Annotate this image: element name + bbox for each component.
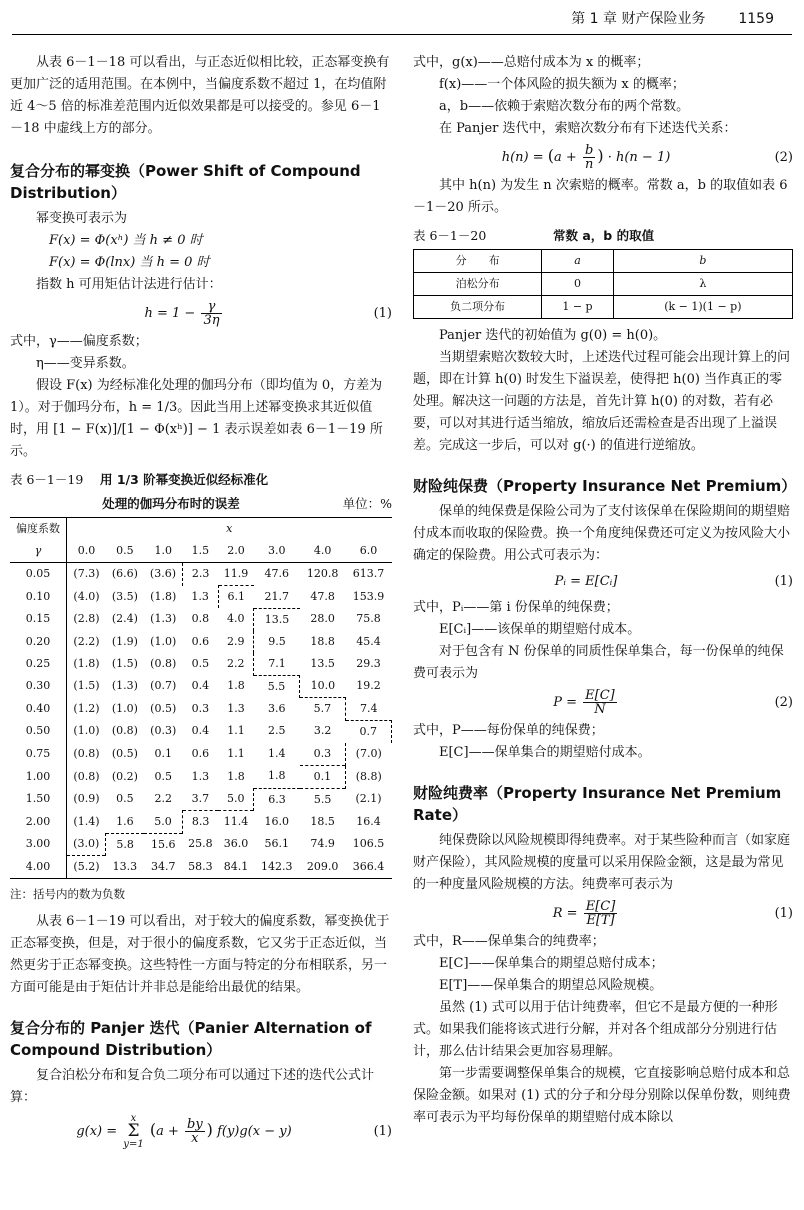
table-cell: 142.3 — [254, 856, 300, 879]
table-row — [10, 698, 392, 721]
formula-line: F(x) = Φ(lnx) 当 h = 0 时 — [49, 255, 210, 270]
paragraph: 假设 F(x) 为经标准化处理的伽玛分布（即均值为 0，方差为 1）。对于伽玛分布，h = 1/3。因此当用上述幂变换求其近似值时，用 [1 − F(x)]/[1 − Φ(xʰ)] − 1 表示误差如表 6－1－19 所示。 — [10, 378, 383, 459]
table-row — [414, 273, 793, 296]
paragraph: 当期望索赔次数较大时，上述迭代过程可能会出现计算上的问题，即在计算 h(0) 时发生下溢误差，使得把 h(0) 当作真正的零处理。解决这一问题的方法是，首先计算 h(0) 的对数，若有必要，可以对其进行适当缩放，缩放后还需检查是否出现了上溢误差。完成这一步后，可以对 g(·) 的值进行逆缩放。 — [413, 350, 791, 453]
table-cell: 47.6 — [264, 567, 290, 581]
denominator: E[T] — [586, 913, 615, 928]
table-cell: 47.8 — [310, 589, 335, 603]
summation — [123, 1113, 143, 1150]
row-header: 3.00 — [10, 833, 67, 856]
table-cell: 1.4 — [268, 746, 286, 760]
table-cell: (7.0) — [355, 746, 382, 760]
table-cell: (1.3) — [150, 612, 177, 626]
table-cell: 613.7 — [352, 567, 385, 581]
paragraph: 第一步需要调整保单集合的规模，它直接影响总赔付成本和总保险金额。如果对 (1) 式的分子和分母分别除以保单份数，则纯费率可表示为平均每份保单的期望赔付成本除以 — [413, 1066, 791, 1125]
table-cell: 0.5 — [191, 656, 210, 670]
table-cell: 9.5 — [268, 634, 286, 648]
paragraph: Panjer 迭代的初始值为 g(0) = h(0)。 — [439, 328, 667, 343]
table-cell: 0.6 — [191, 634, 210, 648]
table-cell: (0.8) — [73, 746, 100, 760]
equation — [413, 900, 793, 927]
table-cell: 10.0 — [310, 679, 336, 692]
table-cell: 2.2 — [154, 792, 172, 806]
equation — [413, 571, 793, 593]
table-cell: 0.5 — [154, 769, 172, 783]
table-cell: 34.7 — [144, 856, 183, 879]
table-cell: (1.0) — [150, 634, 177, 648]
column-header: 2.0 — [218, 540, 254, 563]
table-caption — [10, 469, 392, 491]
table-cell: 1.3 — [227, 701, 245, 715]
table-cell: 0.5 — [116, 792, 134, 806]
table-caption — [413, 225, 793, 247]
table-cell: 16.4 — [356, 814, 381, 828]
paragraph: 从表 6－1－19 可以看出，对于较大的偏度系数，幂变换优于正态幂变换，但是，对于很小的偏度系数，它又劣于正态近似，当然更劣于正态幂变换。这些特性一方面与特定的分布相联系，另一方面可能是由于矩估计并非总是能给出最优的结果。 — [10, 914, 390, 995]
row-header: 0.30 — [10, 675, 67, 698]
fraction — [583, 144, 595, 171]
table-cell: (1.0) — [111, 701, 138, 715]
stub-symbol: γ — [10, 540, 67, 563]
paragraph: 保单的纯保费是保险公司为了支付该保单在保险期间的期望赔付成本而收取的保险费。换一个角度纯保费还可定义为按风险大小确定的保险费。用公式可表示为： — [413, 504, 791, 563]
table-cell: 0.1 — [154, 746, 172, 760]
table-cell: (0.7) — [150, 679, 177, 693]
table-header-row — [414, 250, 793, 273]
table-cell: 209.0 — [300, 856, 346, 879]
equation-number: (1) — [373, 1123, 392, 1139]
table-cell: 366.4 — [346, 856, 392, 879]
table-cell: 1.3 — [191, 769, 210, 783]
table-cell: 8.3 — [183, 811, 219, 834]
chapter-title: 第 1 章 财产保险业务 — [571, 11, 706, 27]
table-cell: (2.4) — [111, 612, 138, 626]
equation-lhs: h = 1 − — [144, 306, 196, 321]
denominator: N — [594, 702, 606, 717]
definition: E[C]——保单集合的期望赔付成本。 — [439, 745, 651, 760]
table-cell: (5.2) — [67, 856, 106, 879]
table-note: 注：括号内的数为负数 — [10, 887, 125, 901]
table-cell: 1.8 — [227, 679, 245, 693]
numerator: b — [583, 144, 595, 158]
table-cell: (1.0) — [73, 724, 100, 738]
table-row — [10, 631, 392, 653]
equation: h(n) = (a + $\frac{b}{n}$ ) · h(n − 1) (2) — [501, 143, 793, 172]
section-heading: 财险纯保费（Property Insurance Net Premium） — [413, 477, 797, 495]
table-cell: (0.8) — [73, 769, 100, 783]
table-cell: 1.1 — [227, 746, 245, 760]
column-header: 3.0 — [254, 540, 300, 563]
table-cell: 1.8 — [227, 769, 245, 783]
table-cell: (2.8) — [73, 612, 100, 626]
table-cell: 0.6 — [191, 746, 210, 760]
table-row — [10, 743, 392, 766]
equation-number: (1) — [373, 305, 392, 321]
x-header: x — [67, 518, 392, 541]
numerator: E[C] — [585, 688, 615, 703]
column-header: a — [542, 250, 614, 273]
table-cell: 120.8 — [306, 567, 339, 581]
table-cell: 1.8 — [268, 769, 286, 783]
equation-number: (1) — [774, 574, 793, 589]
table-cell: 21.7 — [264, 589, 290, 603]
table-cell: (0.9) — [73, 792, 100, 806]
equation-lhs: h(n) = — [501, 150, 544, 165]
table-cell: 16.0 — [264, 814, 290, 828]
paragraph: 指数 h 可用矩估计法进行估计： — [36, 277, 222, 292]
table-cell: 负二项分布 — [414, 296, 542, 319]
table-cell: (2.2) — [73, 634, 100, 648]
row-header: 0.15 — [10, 608, 67, 631]
column-header: 1.0 — [144, 540, 183, 563]
table-cell: (1.5) — [73, 679, 100, 693]
equation-lhs: g(x) = — [76, 1124, 118, 1139]
table-cell: 11.4 — [218, 811, 254, 834]
row-header: 0.20 — [10, 631, 67, 653]
table-cell: 泊松分布 — [414, 273, 542, 296]
table-cell: 2.2 — [218, 653, 254, 676]
equation-body: Pᵢ = E[Cᵢ] — [554, 574, 618, 589]
sum-lower: y=1 — [123, 1139, 144, 1150]
table-cell: (0.5) — [111, 746, 138, 760]
fraction — [584, 900, 618, 927]
paragraph: 在 Panjer 迭代中，索赔次数分布有下述迭代关系： — [439, 121, 737, 136]
table-cell: 6.3 — [254, 788, 300, 811]
table-cell: 36.0 — [223, 837, 249, 851]
formula-line: F(x) = Φ(xʰ) 当 h ≠ 0 时 — [49, 233, 203, 248]
table-cell: 56.1 — [264, 837, 290, 851]
column-header: 1.5 — [183, 540, 219, 563]
table-cell: 5.5 — [254, 675, 300, 698]
table-cell: 74.9 — [310, 837, 335, 851]
table-cell: 1.1 — [227, 724, 245, 738]
right-column — [413, 52, 797, 1129]
table-cell: 3.2 — [313, 724, 332, 738]
table-cell: 1 − p — [542, 296, 614, 319]
row-header: 0.05 — [10, 563, 67, 586]
column-header: 4.0 — [300, 540, 346, 563]
error-table — [10, 517, 392, 879]
equation-number: (2) — [774, 694, 793, 710]
definition: 式中，Pᵢ——第 i 份保单的纯保费； — [413, 600, 619, 615]
paragraph: 纯保费除以风险规模即得纯费率。对于某些险种而言（如家庭财产保险），其风险规模的度量可以采用保险金额，这是最为常见的一种度量风险规模的方法。纯费率可表示为 — [413, 833, 791, 892]
table-cell: (4.0) — [73, 589, 100, 603]
table-cell: (0.5) — [150, 701, 177, 715]
equation-rhs: · h(n − 1) — [607, 150, 671, 165]
definition: η——变异系数。 — [36, 356, 135, 371]
section-heading: 复合分布的幂变换（Power Shift of Compound Distribution） — [10, 162, 361, 202]
table-cell: 5.8 — [106, 833, 144, 856]
definition: 式中，γ——偏度系数； — [10, 334, 148, 349]
table-cell: λ — [613, 273, 792, 296]
table-cell: (0.8) — [150, 656, 177, 670]
table-cell: (1.8) — [73, 656, 100, 670]
table-cell: (2.1) — [355, 792, 382, 806]
table-cell: (8.8) — [355, 769, 382, 783]
row-header: 0.50 — [10, 720, 67, 743]
table-cell: 5.5 — [300, 788, 346, 811]
stub-header: 偏度系数 — [10, 518, 67, 541]
table-cell: (1.5) — [111, 656, 138, 670]
table-cell: (6.6) — [111, 567, 138, 581]
row-header: 2.00 — [10, 811, 67, 834]
table-cell: (3.5) — [111, 589, 138, 603]
table-cell: 0.4 — [191, 679, 210, 693]
table-row — [10, 833, 392, 856]
row-header: 4.00 — [10, 856, 67, 879]
table-cell: 15.6 — [144, 833, 183, 856]
table-cell: 0.7 — [346, 720, 392, 743]
column-header: 分 布 — [414, 250, 542, 273]
equation-number: (2) — [774, 149, 793, 165]
table-row — [10, 586, 392, 609]
table-cell: (1.4) — [73, 814, 100, 828]
sigma-icon: Σ — [127, 1121, 140, 1141]
row-header: 1.50 — [10, 788, 67, 811]
table-cell: (7.3) — [73, 567, 100, 581]
table-title: 用 1/3 阶幂变换近似经标准化 — [100, 472, 269, 487]
equation-lhs: R = — [552, 906, 578, 921]
table-cell: 25.8 — [188, 837, 213, 851]
table-cell: 28.0 — [310, 612, 335, 626]
table-title: 处理的伽玛分布时的误差 — [102, 496, 240, 511]
table-cell: 0.8 — [191, 612, 210, 626]
table-cell: 0.3 — [191, 701, 210, 715]
table-cell: 106.5 — [352, 837, 385, 851]
definition: E[T]——保单集合的期望总风险规模。 — [439, 978, 663, 993]
table-cell: 0.3 — [300, 743, 346, 766]
numerator: E[C] — [585, 899, 616, 914]
table-cell: 5.7 — [300, 698, 346, 721]
table-cell: 1.3 — [183, 586, 219, 609]
table-cell: 7.1 — [268, 656, 286, 670]
paragraph: 对于包含有 N 份保单的同质性保单集合，每一份保单的纯保费可表示为 — [413, 644, 784, 681]
definition: f(x)——一个体风险的损失额为 x 的概率； — [439, 77, 685, 92]
equation-rhs: f(y)g(x − y) — [217, 1124, 292, 1139]
row-header: 0.40 — [10, 698, 67, 721]
table-cell: 13.5 — [254, 608, 300, 631]
table-number: 表 6－1－19 — [10, 472, 84, 487]
table-cell: 0 — [542, 273, 614, 296]
table-cell: 45.4 — [356, 634, 381, 648]
table-cell: 7.4 — [360, 701, 378, 715]
table-cell: 0.1 — [300, 765, 346, 788]
table-cell: (3.0) — [67, 833, 106, 856]
table-cell: 2.9 — [218, 631, 254, 653]
table-cell: 5.0 — [144, 811, 183, 834]
definition: E[Cᵢ]——该保单的期望赔付成本。 — [439, 622, 641, 637]
definition: 式中，g(x)——总赔付成本为 x 的概率； — [413, 55, 650, 70]
equation — [10, 300, 392, 327]
numerator: by — [187, 1117, 203, 1132]
table-row — [10, 765, 392, 788]
section-heading: 复合分布的 Panjer 迭代（Panier Alternation of Compound Distribution） — [10, 1019, 372, 1059]
table-row — [10, 788, 392, 811]
equation-lhs: P = — [553, 695, 578, 710]
table-cell: 0.4 — [191, 724, 210, 738]
table-cell: (1.3) — [111, 679, 138, 693]
page-number: 1159 — [738, 11, 774, 27]
row-header: 1.00 — [10, 765, 67, 788]
table-cell: 5.0 — [218, 788, 254, 811]
table-cell: 13.3 — [106, 856, 144, 879]
definition: a，b——依赖于索赔次数分布的两个常数。 — [439, 99, 690, 114]
table-cell: 4.0 — [218, 608, 254, 631]
table-number: 表 6－1－20 — [413, 228, 487, 243]
column-header: 6.0 — [346, 540, 392, 563]
table-cell: (1.9) — [111, 634, 138, 648]
table-row — [10, 563, 392, 586]
table-cell: 58.3 — [183, 856, 219, 879]
table-cell: (1.8) — [150, 589, 177, 603]
definition: 式中，P——每份保单的纯保费； — [413, 723, 604, 738]
table-cell: 153.9 — [352, 589, 385, 603]
header-rule — [12, 34, 792, 35]
table-cell: 3.6 — [268, 701, 286, 715]
sum-upper: x — [130, 1113, 137, 1124]
row-header: 0.10 — [10, 586, 67, 609]
definition: E[C]——保单集合的期望总赔付成本； — [439, 956, 664, 971]
equation-number: (1) — [774, 905, 793, 921]
table-cell: (0.8) — [111, 724, 138, 738]
denominator: 3η — [203, 313, 220, 328]
table-cell: 6.1 — [218, 586, 254, 609]
table-cell: (3.6) — [144, 563, 183, 586]
paragraph: 幂变换可表示为 — [36, 211, 128, 226]
table-cell: (0.3) — [150, 724, 177, 738]
equation: g(x) = x Σ y=1 (a + $\frac{by}{x}$ ) f(y)g(x − y) (1) — [76, 1113, 392, 1150]
column-header: 0.0 — [67, 540, 106, 563]
table-cell: 18.8 — [310, 634, 335, 648]
table-row — [414, 296, 793, 319]
left-column — [10, 52, 392, 1154]
table-row — [10, 720, 392, 743]
fraction — [201, 300, 221, 327]
table-row — [10, 653, 392, 676]
table-cell: (1.2) — [73, 701, 100, 715]
table-cell: 19.2 — [356, 679, 381, 693]
table-cell: 18.5 — [310, 814, 335, 828]
denominator: x — [191, 1131, 199, 1146]
table-cell: 13.5 — [310, 656, 335, 670]
denominator: n — [584, 157, 594, 172]
column-header: 0.5 — [106, 540, 144, 563]
table-row — [10, 811, 392, 834]
table-cell: 2.3 — [191, 567, 210, 581]
page-header — [0, 0, 804, 38]
fraction — [583, 689, 617, 716]
paragraph: 从表 6－1－18 可以看出，与正态近似相比较，正态幂变换有更加广泛的适用范围。在本例中，当偏度系数不超过 1，在均值附近 4～5 倍的标准差范围内近似效果都是可以接受的。参见 6－1－18 中虚线上方的部分。 — [10, 55, 390, 136]
header-text — [571, 8, 774, 28]
table-unit: 单位：% — [342, 496, 392, 511]
row-header: 0.75 — [10, 743, 67, 766]
section-heading: 财险纯费率（Property Insurance Net Premium Rate） — [413, 784, 782, 824]
table-caption-line2 — [10, 493, 392, 515]
table-cell: 3.7 — [191, 792, 210, 805]
table-cell: 84.1 — [218, 856, 254, 879]
table-cell: 2.5 — [268, 724, 286, 738]
column-header: b — [613, 250, 792, 273]
row-header: 0.25 — [10, 653, 67, 676]
table-cell: 11.9 — [223, 567, 249, 580]
table-row — [10, 856, 392, 879]
table-row — [10, 675, 392, 698]
table-row — [10, 608, 392, 631]
table-cell: 1.6 — [116, 814, 134, 828]
constants-table — [413, 249, 793, 319]
fraction — [185, 1118, 205, 1145]
equation — [413, 689, 793, 716]
table-title: 常数 a，b 的取值 — [553, 228, 655, 243]
table-cell: 29.3 — [356, 656, 381, 670]
table-cell: (0.2) — [111, 769, 138, 783]
definition: 式中，R——保单集合的纯费率； — [413, 934, 605, 949]
paragraph: 其中 h(n) 为发生 n 次索赔的概率。常数 a，b 的取值如表 6－1－20 所示。 — [413, 178, 788, 215]
paragraph: 复合泊松分布和复合负二项分布可以通过下述的迭代公式计算： — [10, 1068, 375, 1105]
table-cell: (k − 1)(1 − p) — [613, 296, 792, 319]
paragraph: 虽然 (1) 式可以用于估计纯费率，但它不是最方便的一种形式。如果我们能将该式进行分解，并对各个组成部分分别进行估计，那么估计结果会更加容易理解。 — [413, 1000, 778, 1059]
numerator: γ — [201, 300, 221, 314]
table-cell: 75.8 — [356, 612, 381, 626]
